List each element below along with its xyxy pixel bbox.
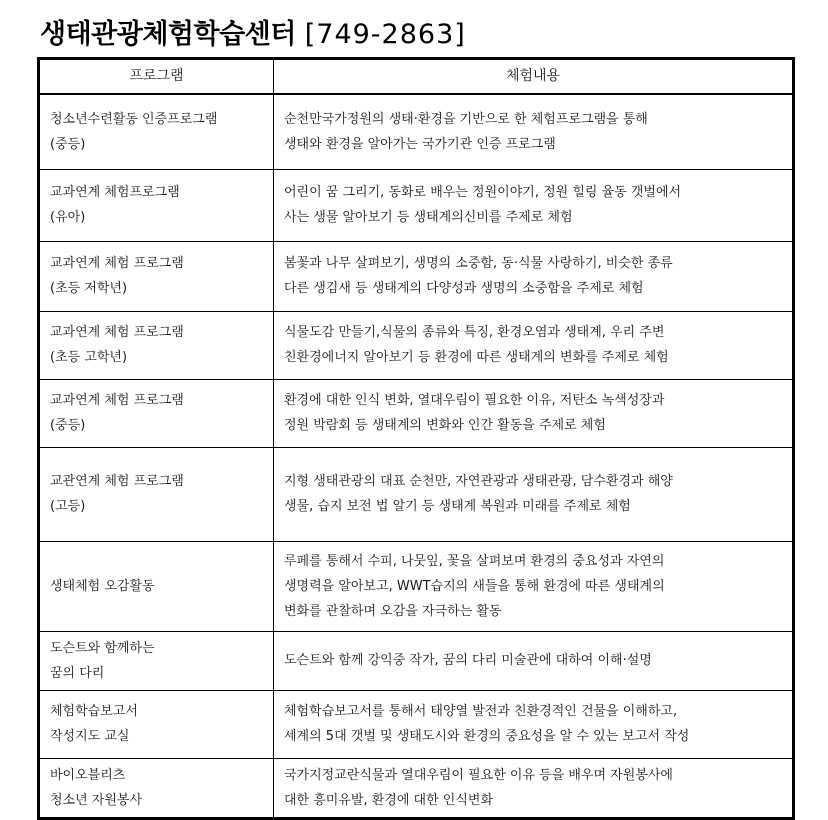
content-line: 도슨트와 함께 강익중 작가, 꿈의 다리 미술관에 대하여 이해·설명 xyxy=(284,653,652,668)
content-line: 어린이 꿈 그리기, 동화로 배우는 정원이야기, 정원 힐링 율동 갯벌에서 xyxy=(284,185,682,200)
content-cell xyxy=(274,379,794,447)
table-row xyxy=(39,94,794,169)
content-cell xyxy=(274,311,794,379)
table-row xyxy=(39,241,794,311)
program-cell xyxy=(39,311,274,379)
program-line: (고등) xyxy=(50,499,86,514)
program-line: 생태체험 오감활동 xyxy=(50,578,155,594)
content-cell xyxy=(274,631,794,690)
program-cell xyxy=(39,94,274,169)
content-line: 국가지정교란식물과 열대우림이 필요한 이유 등을 배우며 자원봉사에 xyxy=(284,767,673,783)
content-cell xyxy=(274,241,794,311)
program-cell xyxy=(39,379,274,447)
content-cell xyxy=(274,94,794,169)
table-row xyxy=(39,379,794,447)
content-line: 다른 생김새 등 생태계의 다양성과 생명의 소중함을 주제로 체험 xyxy=(284,281,644,296)
content-cell xyxy=(274,447,794,541)
program-cell xyxy=(39,631,274,690)
program-line: (중등) xyxy=(50,418,86,433)
content-line: 생물, 습지 보전 법 알기 등 생태계 복원과 미래를 주제로 체험 xyxy=(284,499,631,514)
header-content: 체험내용 xyxy=(274,59,794,95)
content-line: 생태와 환경을 알아가는 국가기관 인증 프로그램 xyxy=(284,136,556,152)
table-row xyxy=(39,311,794,379)
content-line: 변화를 관찰하며 오감을 자극하는 활동 xyxy=(284,603,502,619)
table-row xyxy=(39,631,794,690)
program-cell xyxy=(39,447,274,541)
content-line: 식물도감 만들기,식물의 종류와 특징, 환경오염과 생태계, 우리 주변 xyxy=(284,325,665,340)
program-line: (초등 고학년) xyxy=(50,350,128,365)
content-cell xyxy=(274,541,794,631)
content-line: 친환경에너지 알아보기 등 환경에 따른 생태계의 변화를 주제로 체험 xyxy=(284,350,669,365)
program-cell xyxy=(39,690,274,758)
program-line: 작성지도 교실 xyxy=(50,729,130,744)
table-row xyxy=(39,758,794,818)
program-cell xyxy=(39,241,274,311)
program-cell xyxy=(39,541,274,631)
phone-number: [749-2863] xyxy=(304,19,466,50)
program-table xyxy=(37,57,795,820)
program-line: 꿈의 다리 xyxy=(50,665,105,681)
program-cell xyxy=(39,758,274,818)
content-line: 루페를 통해서 수피, 나뭇잎, 꽃을 살펴보며 환경의 중요성과 자연의 xyxy=(284,553,665,569)
program-line: 바이오블리츠 xyxy=(50,767,126,783)
table-row xyxy=(39,690,794,758)
content-line: 체험학습보고서를 통해서 태양열 발전과 친환경적인 건물을 이해하고, xyxy=(284,704,678,719)
content-cell xyxy=(274,169,794,241)
program-line: 교관연계 체험 프로그램 xyxy=(50,474,184,489)
program-cell xyxy=(39,169,274,241)
table-body xyxy=(39,94,794,818)
program-line: 도슨트와 함께하는 xyxy=(50,640,155,656)
content-cell xyxy=(274,758,794,818)
program-line: 청소년 자원봉사 xyxy=(50,792,143,808)
content-line: 순천만국가정원의 생태·환경을 기반으로 한 체험프로그램을 통해 xyxy=(284,111,648,127)
content-cell xyxy=(274,690,794,758)
program-line: 체험학습보고서 xyxy=(50,704,138,719)
content-line: 정원 박람회 등 생태계의 변화와 인간 활동을 주제로 체험 xyxy=(284,418,606,433)
content-line: 지형 생태관광의 대표 순천만, 자연관광과 생태관광, 담수환경과 해양 xyxy=(284,474,673,489)
content-line: 생명력을 알아보고, WWT습지의 새들을 통해 환경에 따른 생태계의 xyxy=(284,578,665,594)
content-line: 환경에 대한 인식 변화, 열대우림이 필요한 이유, 저탄소 녹색성장과 xyxy=(284,393,665,408)
content-line: 대한 흥미유발, 환경에 대한 인식변화 xyxy=(284,792,494,808)
header-program: 프로그램 xyxy=(39,59,274,95)
table-row xyxy=(39,447,794,541)
program-line: 교과연계 체험 프로그램 xyxy=(50,325,184,340)
program-line: 교과연계 체험프로그램 xyxy=(50,185,180,200)
content-line: 세계의 5대 갯벌 및 생태도시와 환경의 중요성을 알 수 있는 보고서 작성 xyxy=(284,729,690,744)
content-line: 사는 생물 알아보기 등 생태계의신비를 주제로 체험 xyxy=(284,210,573,225)
page-title xyxy=(40,12,466,51)
program-line: (중등) xyxy=(50,136,86,152)
center-name: 생태관광체험학습센터 xyxy=(40,19,296,50)
content-line: 봄꽃과 나무 살펴보기, 생명의 소중함, 동·식물 사랑하기, 비슷한 종류 xyxy=(284,256,673,271)
program-line: 교과연계 체험 프로그램 xyxy=(50,393,184,408)
program-line: 청소년수련활동 인증프로그램 xyxy=(50,111,218,127)
table-row xyxy=(39,541,794,631)
program-line: 교과연계 체험 프로그램 xyxy=(50,256,184,271)
table-row xyxy=(39,169,794,241)
table-header-row xyxy=(39,59,794,95)
program-line: (초등 저학년) xyxy=(50,281,128,296)
program-line: (유아) xyxy=(50,210,86,225)
